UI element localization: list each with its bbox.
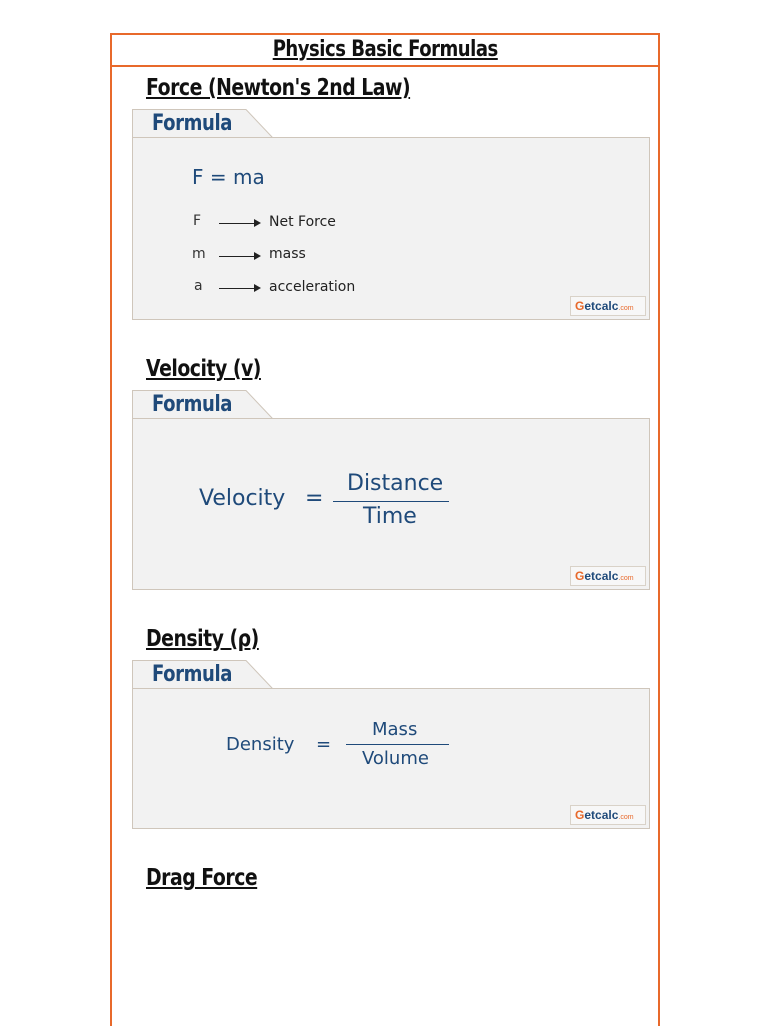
arrow-icon — [219, 223, 259, 224]
formula-panel-velocity — [132, 418, 650, 590]
formula-force: F = ma — [192, 165, 265, 189]
variable-meaning: Net Force — [269, 214, 336, 230]
section-heading-drag-force: Drag Force — [146, 865, 258, 891]
fraction-line — [333, 501, 449, 502]
formula-tab-label: Formula — [152, 662, 233, 687]
formula-panel-force — [132, 137, 650, 320]
fraction-line — [346, 744, 449, 745]
fraction-numerator: Distance — [347, 471, 444, 496]
fraction-denominator: Volume — [362, 748, 429, 769]
variable-symbol: F — [193, 213, 202, 229]
fraction-denominator: Time — [363, 504, 417, 529]
equals-sign: = — [305, 486, 324, 511]
section-heading-force: Force (Newton's 2nd Law) — [146, 75, 411, 101]
formula-tab-label: Formula — [152, 111, 233, 136]
formula-tab-velocity — [132, 390, 272, 418]
formula-tab-force — [132, 109, 272, 137]
formula-tab-label: Formula — [152, 392, 233, 417]
variable-meaning: mass — [269, 246, 306, 262]
formula-panel-density — [132, 688, 650, 829]
equals-sign: = — [316, 734, 332, 755]
page-title: Physics Basic Formulas — [272, 37, 498, 62]
section-heading-density: Density (ρ) — [146, 626, 259, 652]
formula-lhs: Velocity — [199, 486, 286, 511]
section-heading-velocity: Velocity (v) — [146, 356, 261, 382]
arrow-icon — [219, 256, 259, 257]
getcalc-logo: Getcalc.com — [570, 566, 646, 586]
title-bar — [112, 35, 658, 67]
variable-meaning: acceleration — [269, 279, 356, 295]
getcalc-logo: Getcalc.com — [570, 805, 646, 825]
variable-symbol: m — [192, 246, 206, 262]
formula-lhs: Density — [226, 734, 295, 755]
formula-tab-density — [132, 660, 272, 688]
variable-symbol: a — [194, 278, 203, 294]
document-frame — [110, 33, 660, 1026]
arrow-icon — [219, 288, 259, 289]
getcalc-logo: Getcalc.com — [570, 296, 646, 316]
fraction-numerator: Mass — [372, 719, 418, 740]
